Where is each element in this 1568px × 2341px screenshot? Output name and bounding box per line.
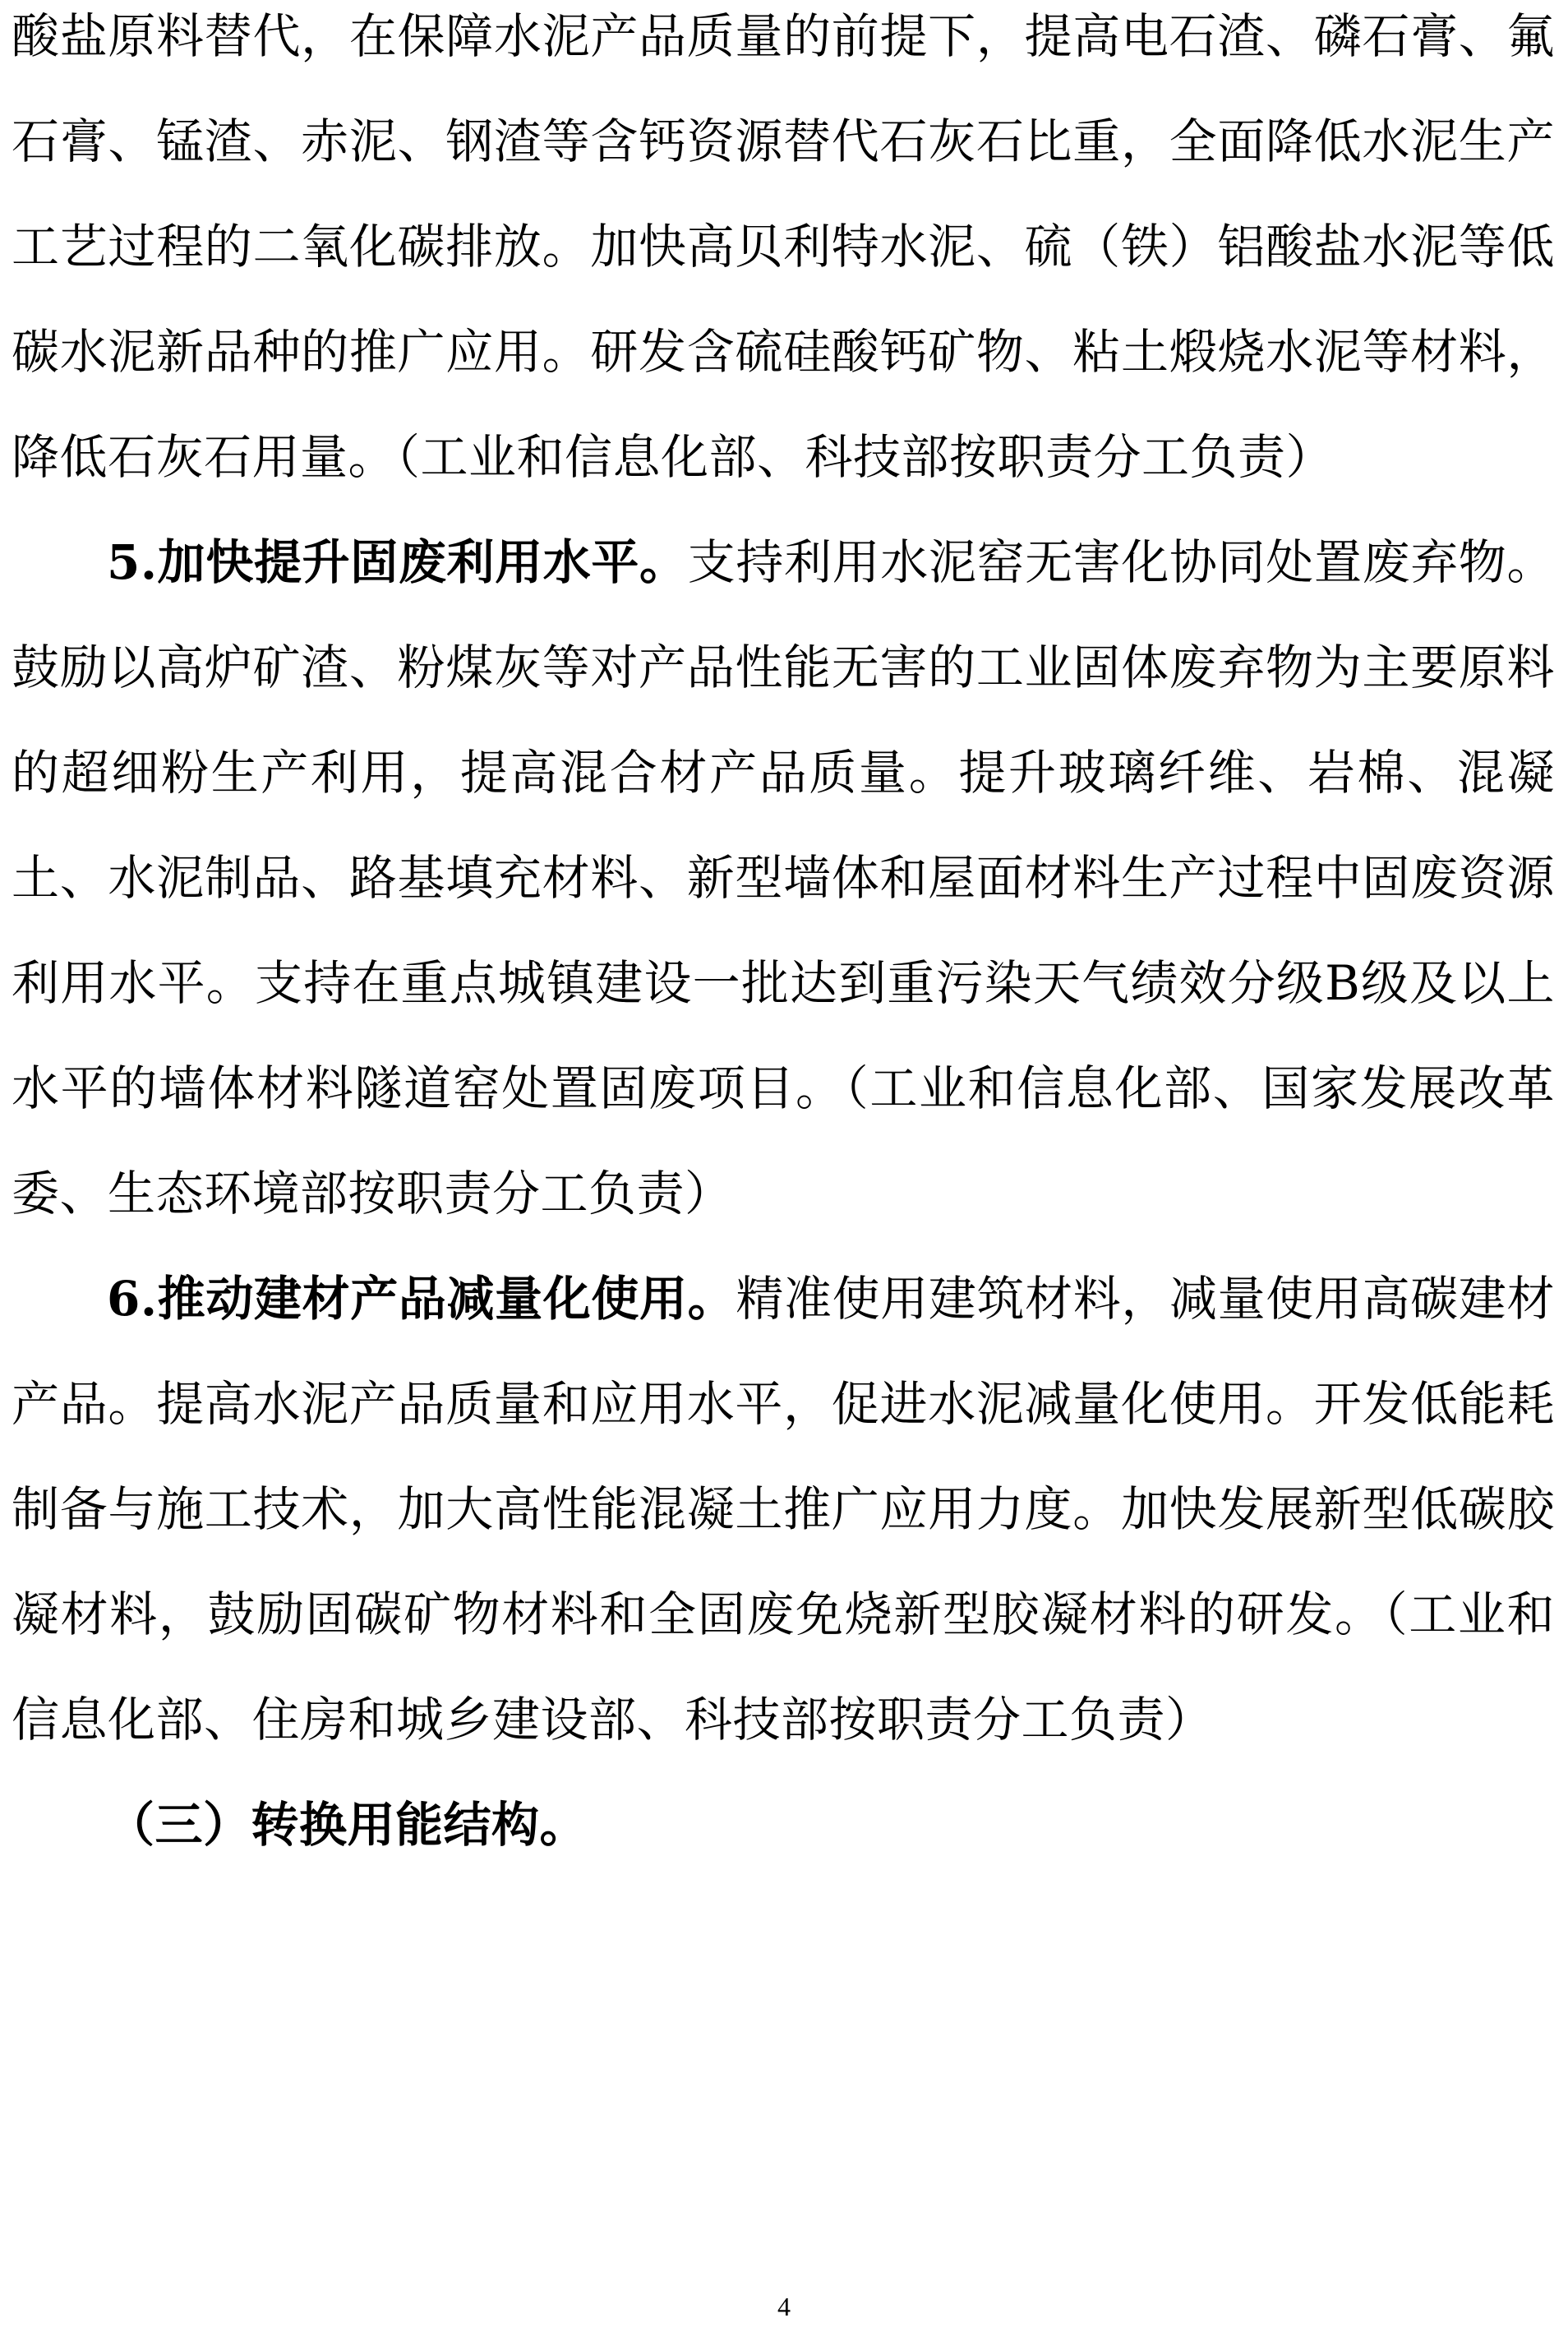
paragraph-1 <box>12 0 1555 510</box>
document-body <box>12 0 1555 1877</box>
page-number: 4 <box>777 2292 791 2321</box>
paragraph-1-text: 酸盐原料替代，在保障水泥产品质量的前提下，提高电石渣、磷石膏、氟石膏、锰渣、赤泥、钢渣等含钙资源替代石灰石比重，全面降低水泥生产工艺过程的二氧化碳排放。加快高贝利特水泥、硫（铁）铝酸盐水泥等低碳水泥新品种的推广应用。研发含硫硅酸钙矿物、粘土煅烧水泥等材料，降低石灰石用量。（工业和信息化部、科技部按职责分工负责） <box>12 8 1555 485</box>
paragraph-2 <box>12 510 1555 1246</box>
paragraph-2-heading: 5.加快提升固废利用水平。 <box>107 534 688 590</box>
paragraph-3-heading: 6.推动建材产品减量化使用。 <box>107 1271 736 1327</box>
paragraph-2-text: 支持利用水泥窑无害化协同处置废弃物。鼓励以高炉矿渣、粉煤灰等对产品性能无害的工业固体废弃物为主要原料的超细粉生产利用，提高混合材产品质量。提升玻璃纤维、岩棉、混凝土、水泥制品、路基填充材料、新型墙体和屋面材料生产过程中固废资源利用水平。支持在重点城镇建设一批达到重污染天气绩效分级B级及以上水平的墙体材料隧道窑处置固废项目。（工业和信息化部、国家发展改革委、生态环境部按职责分工负责） <box>12 534 1555 1221</box>
section-heading: （三）转换用能结构。 <box>107 1797 588 1853</box>
paragraph-3-text: 精准使用建筑材料，减量使用高碳建材产品。提高水泥产品质量和应用水平，促进水泥减量化使用。开发低能耗制备与施工技术，加大高性能混凝土推广应用力度。加快发展新型低碳胶凝材料，鼓励固碳矿物材料和全固废免烧新型胶凝材料的研发。（工业和信息化部、住房和城乡建设部、科技部按职责分工负责） <box>12 1271 1555 1748</box>
paragraph-3 <box>12 1246 1555 1772</box>
